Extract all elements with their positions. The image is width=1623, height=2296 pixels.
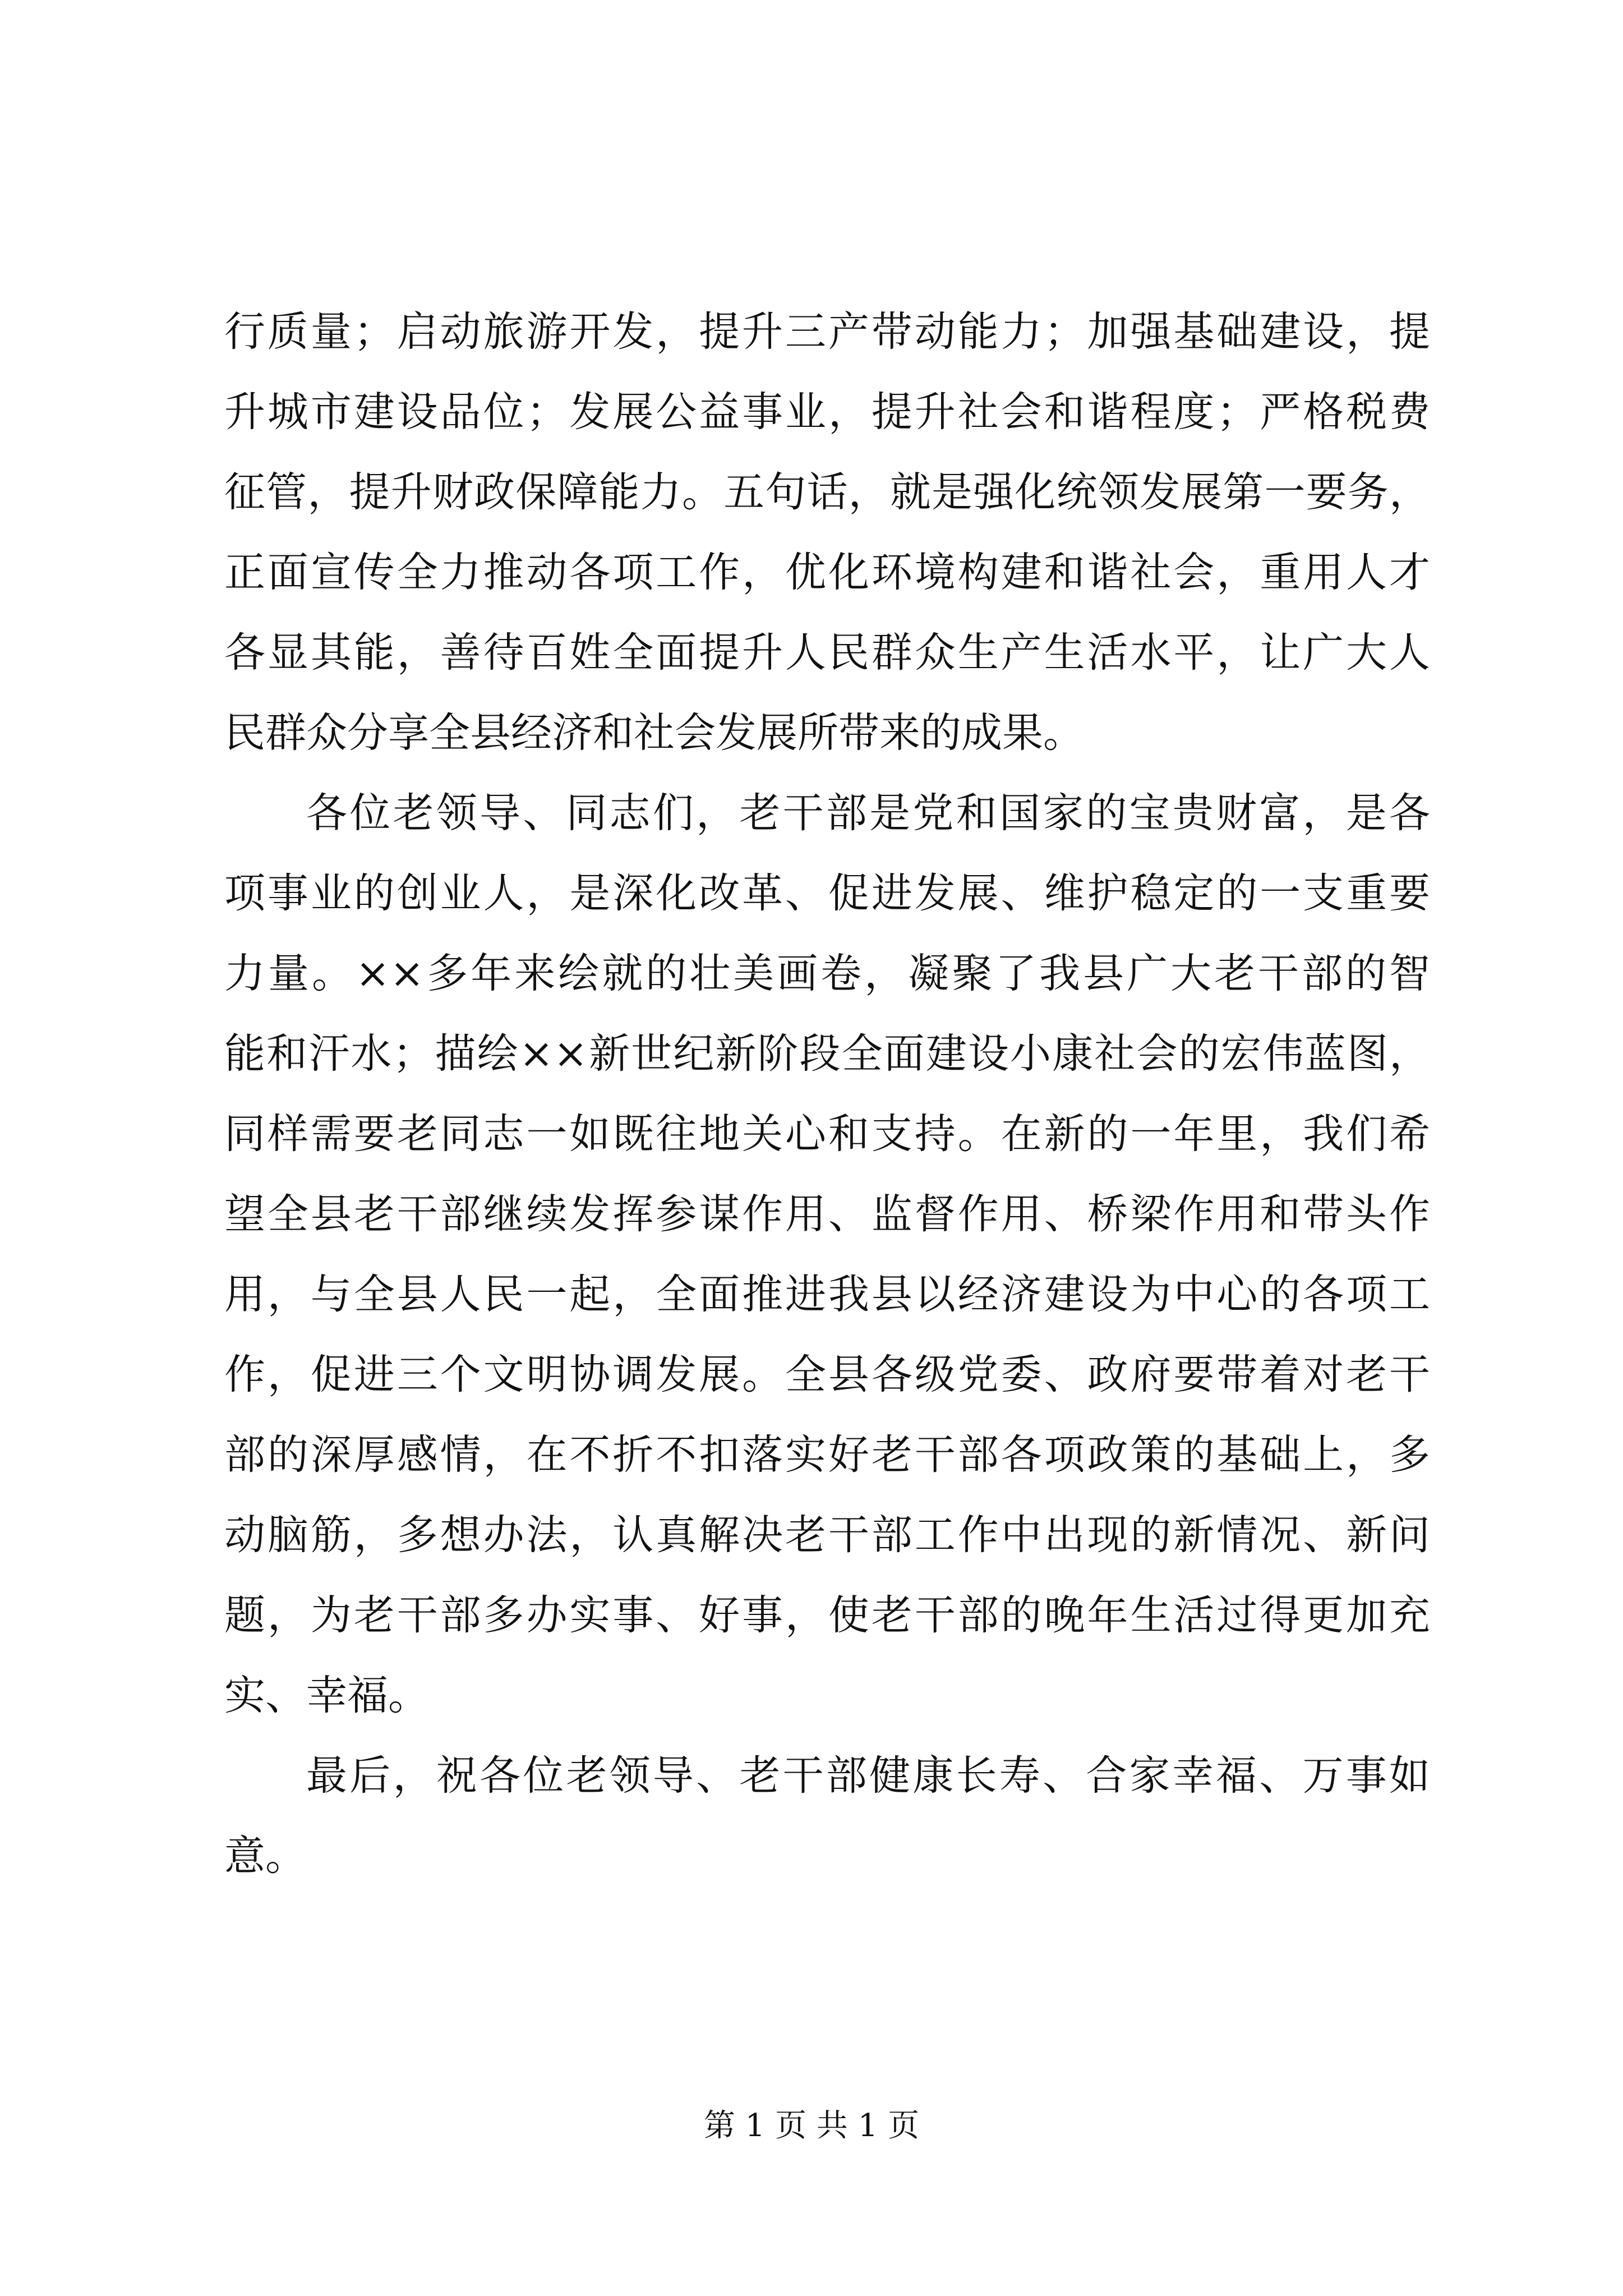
paragraph bbox=[224, 1736, 1430, 1896]
text-line: 力量。××多年来绘就的壮美画卷，凝聚了我县广大老干部的智 bbox=[224, 950, 1430, 997]
text-line: 正面宣传全力推动各项工作，优化环境构建和谐社会，重用人才 bbox=[224, 549, 1430, 596]
text-line: 民群众分享全县经济和社会发展所带来的成果。 bbox=[224, 709, 1084, 757]
text-line: 作，促进三个文明协调发展。全县各级党委、政府要带着对老干 bbox=[224, 1351, 1430, 1398]
text-line: 实、幸福。 bbox=[224, 1672, 429, 1719]
text-line: 题，为老干部多办实事、好事，使老干部的晚年生活过得更加充 bbox=[224, 1591, 1430, 1639]
text-line: 能和汗水；描绘××新世纪新阶段全面建设小康社会的宏伟蓝图， bbox=[224, 1030, 1430, 1078]
text-line: 望全县老干部继续发挥参谋作用、监督作用、桥梁作用和带头作 bbox=[224, 1190, 1430, 1238]
text-line: 用，与全县人民一起，全面推进我县以经济建设为中心的各项工 bbox=[224, 1271, 1430, 1318]
text-line: 部的深厚感情，在不折不扣落实好老干部各项政策的基础上，多 bbox=[224, 1431, 1430, 1479]
document-body bbox=[224, 292, 1430, 1896]
text-line: 各位老领导、同志们，老干部是党和国家的宝贵财富，是各 bbox=[306, 789, 1430, 837]
text-line: 项事业的创业人，是深化改革、促进发展、维护稳定的一支重要 bbox=[224, 869, 1430, 917]
text-line: 最后，祝各位老领导、老干部健康长寿、合家幸福、万事如 bbox=[306, 1752, 1430, 1800]
text-line: 征管，提升财政保障能力。五句话，就是强化统领发展第一要务， bbox=[224, 468, 1430, 516]
text-line: 升城市建设品位；发展公益事业，提升社会和谐程度；严格税费 bbox=[224, 388, 1430, 436]
paragraph bbox=[224, 773, 1430, 1736]
text-line: 同样需要老同志一如既往地关心和支持。在新的一年里，我们希 bbox=[224, 1110, 1430, 1158]
text-line: 各显其能，善待百姓全面提升人民群众生产生活水平，让广大人 bbox=[224, 629, 1430, 677]
paragraph bbox=[224, 292, 1430, 773]
text-line: 意。 bbox=[224, 1832, 306, 1880]
page-footer: 第 1 页 共 1 页 bbox=[703, 2108, 920, 2144]
text-line: 动脑筋，多想办法，认真解决老干部工作中出现的新情况、新问 bbox=[224, 1511, 1430, 1559]
text-line: 行质量；启动旅游开发，提升三产带动能力；加强基础建设，提 bbox=[224, 308, 1430, 356]
